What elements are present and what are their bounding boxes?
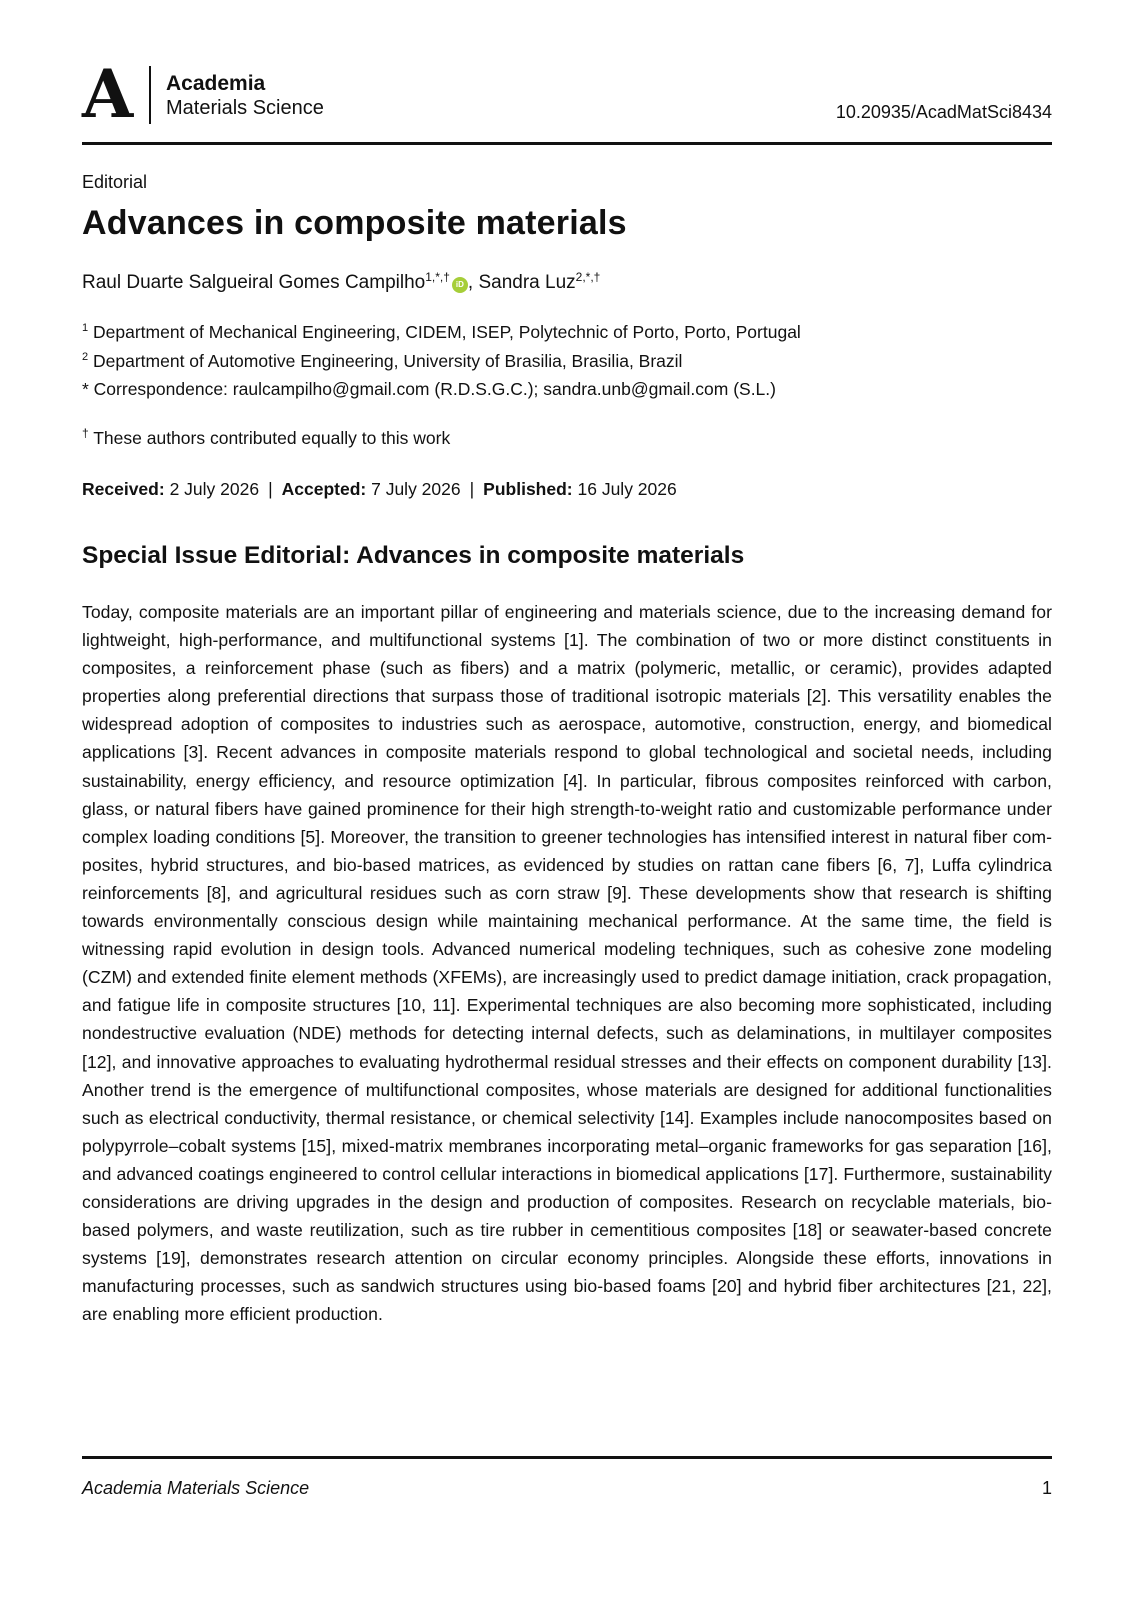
journal-name: Academia xyxy=(166,72,266,95)
equal-contribution-text: These authors contributed equally to this work xyxy=(93,428,451,448)
accepted-label: Accepted: xyxy=(281,479,367,499)
received-label: Received: xyxy=(82,479,165,499)
journal-logo: A xyxy=(82,55,132,133)
body-paragraph: Today, composite materials are an important pillar of engineering and materials science, due to the increasing demand for lightweight, high-performance, and multifunctional systems [1]. The combination of two or more distinct constituents in composites, a reinforcement phase (such as fibers) and a matrix (polymeric, metallic, or ceramic), provides adapted properties along preferential directions that surpass those of traditional isotropic materials [2]. This versatility enables the widespread adoption of composites to industries such as aerospace, automotive, construction, energy, and biomedical applications [3]. Recent advances in composite materials respond to global technological and societal needs, including sustainability, energy efficiency, and resource optimization [4]. In particular, fibrous composites reinforced with carbon, glass, or natural fibers have gained prominence for their high strength-to-weight ratio and customizable performance under complex loading conditions [5]. Moreover, the transition to greener technologies has intensified interest in natural fiber composites, hybrid structures, and bio-based matrices, as evidenced by studies on rattan cane fibers [6, 7], Luffa cylindrica reinforcements [8], and agricultural residues such as corn straw [9]. These developments show that research is shifting towards environmentally conscious design while maintaining mechanical performance. At the same time, the field is witnessing rapid evolution in design tools. Advanced numerical modeling techniques, such as cohesive zone modeling (CZM) and extended finite element methods (XFEMs), are increasingly used to predict damage initiation, crack propagation, and fatigue life in composite structures [10, 11]. Experimental techniques are also becoming more sophisticated, including nondestructive evaluation (NDE) methods for detecting internal defects, such as delaminations, in multilayer composites [12], and innovative approaches to evaluating hydrothermal residual stresses and their effects on component durability [13]. Another trend is the emergence of multifunctional composites, whose materials are designed for additional functionalities such as electrical conductivity, thermal resistance, or chemical selectivity [14]. Examples include nanocomposites based on polypyrrole–cobalt systems [15], mixed-matrix membranes incorporating metal–organic frameworks for gas separation [16], and advanced coatings engineered to control cellular interactions in biomedical applications [17]. Furthermore, sustainability considerations are driving upgrades in the design and production of composites. Research on recyclable materials, bio-based polymers, and waste reutilization, such as tire rubber in cementitious composites [18] or seawater-based concrete systems [19], demonstrates research attention on circular economy principles. Alongside these efforts, innovations in manufacturing processes, such as sandwich structures using bio-based foams [20] and hybrid fiber architectures [21, 22], are enabling more efficient production. xyxy=(82,602,1052,1325)
correspondence: * Correspondence: raulcampilho@gmail.com (R.D.S.G.C.); sandra.unb@gmail.com (S.L.) xyxy=(82,379,776,399)
equal-contribution-note xyxy=(82,426,450,450)
affiliations xyxy=(82,318,801,404)
published-label: Published: xyxy=(483,479,573,499)
page-number: 1 xyxy=(1041,1478,1052,1498)
affiliation-mark: 2 xyxy=(82,350,89,363)
header-rule xyxy=(82,142,1052,145)
date-separator: | xyxy=(268,479,273,499)
orcid-icon[interactable]: iD xyxy=(452,277,468,293)
doi[interactable]: 10.20935/AcadMatSci8434 xyxy=(835,102,1052,122)
article-type: Editorial xyxy=(82,172,148,192)
author-separator: , xyxy=(467,272,479,293)
author-list xyxy=(82,270,600,296)
author-name: Raul Duarte Salgueiral Gomes Campilho xyxy=(82,272,426,293)
affiliation-mark: 1 xyxy=(82,322,89,334)
affiliation-text: Department of Mechanical Engineering, CIDEM, ISEP, Polytechnic of Porto, Porto, Portugal xyxy=(93,322,801,342)
publication-dates xyxy=(82,477,677,501)
article-title: Advances in composite materials xyxy=(82,204,627,242)
affiliation-item xyxy=(82,318,801,347)
affiliation-item xyxy=(82,347,801,376)
received-date: 2 July 2026 xyxy=(169,479,260,499)
dagger-mark: † xyxy=(82,426,89,440)
author-name: Sandra Luz xyxy=(478,272,576,293)
published-date: 16 July 2026 xyxy=(577,479,677,499)
journal-header xyxy=(82,55,1052,142)
footer-rule xyxy=(82,1456,1052,1459)
author-affiliation-marks: 1,*,† xyxy=(425,270,450,284)
journal-subtitle: Materials Science xyxy=(166,97,324,119)
date-separator: | xyxy=(469,479,475,499)
accepted-date: 7 July 2026 xyxy=(371,479,461,499)
footer-journal-name: Academia Materials Science xyxy=(82,1478,310,1498)
author-affiliation-marks: 2,*,† xyxy=(575,270,601,284)
affiliation-text: Department of Automotive Engineering, University of Brasilia, Brasilia, Brazil xyxy=(93,350,683,371)
logo-divider xyxy=(149,66,151,124)
section-title: Special Issue Editorial: Advances in composite materials xyxy=(82,542,745,569)
